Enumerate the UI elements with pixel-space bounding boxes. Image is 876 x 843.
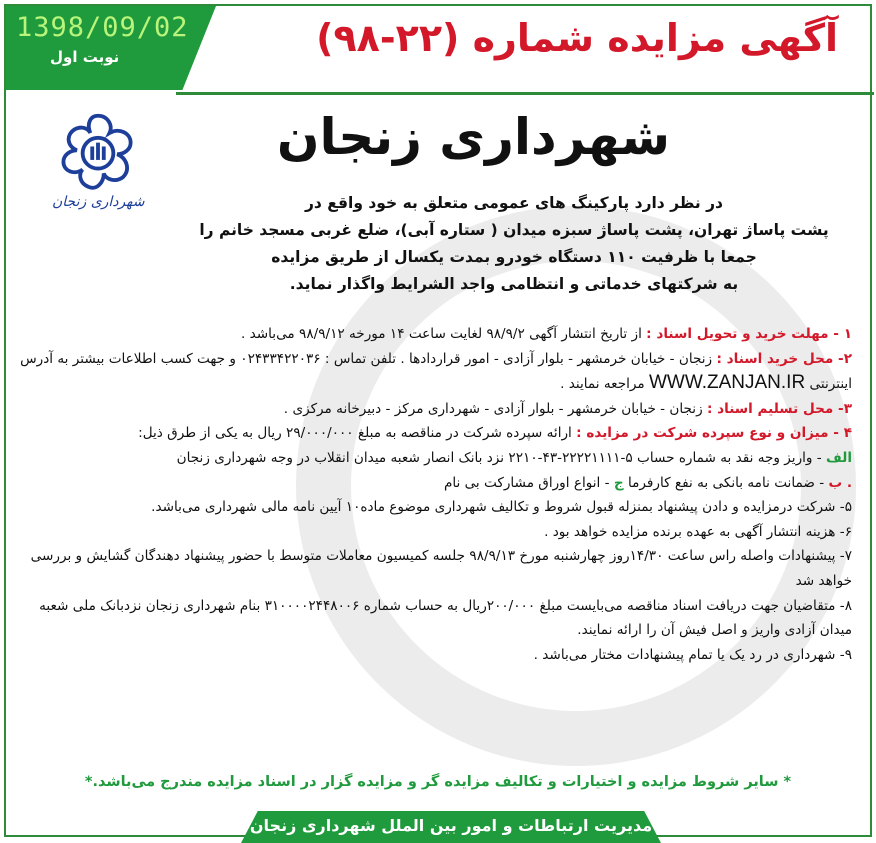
logo-caption: شهرداری زنجان <box>52 194 145 210</box>
intro-paragraph <box>184 190 844 298</box>
item-1-text: از تاریخ انتشار آگهی ۹۸/۹/۲ لغایت ساعت ۱۴ مورخه ۹۸/۹/۱۲ می‌باشد . <box>241 326 647 342</box>
item-8: ۸- متقاضیان جهت دریافت اسناد مناقصه می‌بایست مبلغ ۲۰۰/۰۰۰ریال به حساب شماره ۳۱۰۰۰۰۲۴۴۸۰۰۶ بنام شهرداری زنجان نزدبانک ملی شعبه میدان آزادی واریز و اصل فیش آن را ارائه نمایند. <box>39 597 852 639</box>
item-5: ۵- شرکت درمزایده و دادن پیشنهاد بمنزله قبول شروط و تکالیف شهرداری موضوع ماده۱۰ آیین نامه مالی شهرداری می‌باشد. <box>151 499 852 516</box>
item-3-text: زنجان - خیابان خرمشهر - بلوار آزادی - شهرداری مرکز - دبیرخانه مرکزی . <box>283 400 707 417</box>
item-1 <box>12 322 852 347</box>
item-2-text: زنجان - خیابان خرمشهر - بلوار آزادی - امور قراردادها . تلفن تماس : ۰۲۴۳۳۴۲۲۰۳۶ و جهت کسب اطلاعات بیشتر به آدرس اینترنتی <box>20 350 852 393</box>
publish-date: 1398/09/02 <box>16 12 189 43</box>
item-4 <box>12 421 852 446</box>
option-alef-label: الف <box>826 449 852 466</box>
intro-line: جمعا با ظرفیت ۱۱۰ دستگاه خودرو بمدت یکسال از طریق مزایده <box>271 248 757 266</box>
item-4-label: ۴ - میزان و نوع سپرده شرکت در مزایده : <box>576 425 852 442</box>
item-4-text: ارائه سپرده شرکت در مناقصه به مبلغ ۲۹/۰۰۰/۰۰۰ ریال به یکی از طرق ذیل: <box>138 425 577 442</box>
closing-note: * سایر شروط مزایده و اختیارات و تکالیف مزایده گر و مزایده گزار در اسناد مزایده مندرج می‌باشد.* <box>84 774 792 790</box>
item-3-label: ۳- محل تسلیم اسناد : <box>706 400 852 417</box>
option-alef-text: - واریز وجه نقد به شماره حساب ۵-۲۲۲۲۱۱۱۱-۴۳-۲۲۱۰ نزد بانک انصار شعبه میدان انقلاب در وجه شهرداری زنجان <box>176 449 827 466</box>
notice-frame <box>4 4 872 837</box>
item-7: ۷- پیشنهادات واصله راس ساعت ۱۴/۳۰روز چهارشنبه مورخ ۹۸/۹/۱۳ جلسه کمیسیون معاملات متوسط با حضور پیشنهاد دهندگان گشایش و بررسی خواهد شد <box>30 548 852 589</box>
item-2 <box>12 347 852 397</box>
option-jim-label: ج <box>613 474 624 491</box>
option-be-label: . ب <box>828 474 852 491</box>
municipality-logo-icon <box>50 110 146 206</box>
item-4-option-be-jim <box>12 471 852 496</box>
item-2-label: ۲- محل خرید اسناد : <box>716 350 852 367</box>
footer-signature: مدیریت ارتباطات و امور بین الملل شهرداری زنجان <box>249 816 653 835</box>
item-9: ۹- شهرداری در رد یک یا تمام پیشنهادات مختار می‌باشد . <box>533 646 852 663</box>
option-jim-text: - انواع اوراق مشارکت بی نام <box>443 474 614 491</box>
intro-line: پشت پاساژ تهران، پشت پاساژ سبزه میدان ( ستاره آبی)، ضلع غربی مسجد خانم را <box>199 221 829 239</box>
item-4-option-alef <box>12 446 852 471</box>
header-band <box>6 6 874 94</box>
intro-line: در نظر دارد پارکینگ های عمومی متعلق به خود واقع در <box>305 194 723 212</box>
option-be-text: - ضمانت نامه بانکی به نفع کارفرما <box>623 474 829 491</box>
header-divider <box>176 92 874 95</box>
item-3 <box>12 397 852 422</box>
item-2-tail: مراجعه نمایند . <box>560 376 649 393</box>
item-6: ۶- هزینه انتشار آگهی به عهده برنده مزایده خواهد بود . <box>544 523 852 540</box>
edition-label: نوبت اول <box>50 48 120 66</box>
organization-title: شهرداری زنجان <box>276 108 670 166</box>
intro-line: به شرکتهای خدماتی و انتظامی واجد الشرایط واگذار نماید. <box>289 275 739 293</box>
notice-title: آگهی مزایده شماره (۲۲-۹۸) <box>316 16 838 60</box>
website-link[interactable]: WWW.ZANJAN.IR <box>648 372 806 394</box>
notice-body <box>12 322 852 667</box>
item-1-label: ۱ - مهلت خرید و تحویل اسناد : <box>646 326 852 342</box>
